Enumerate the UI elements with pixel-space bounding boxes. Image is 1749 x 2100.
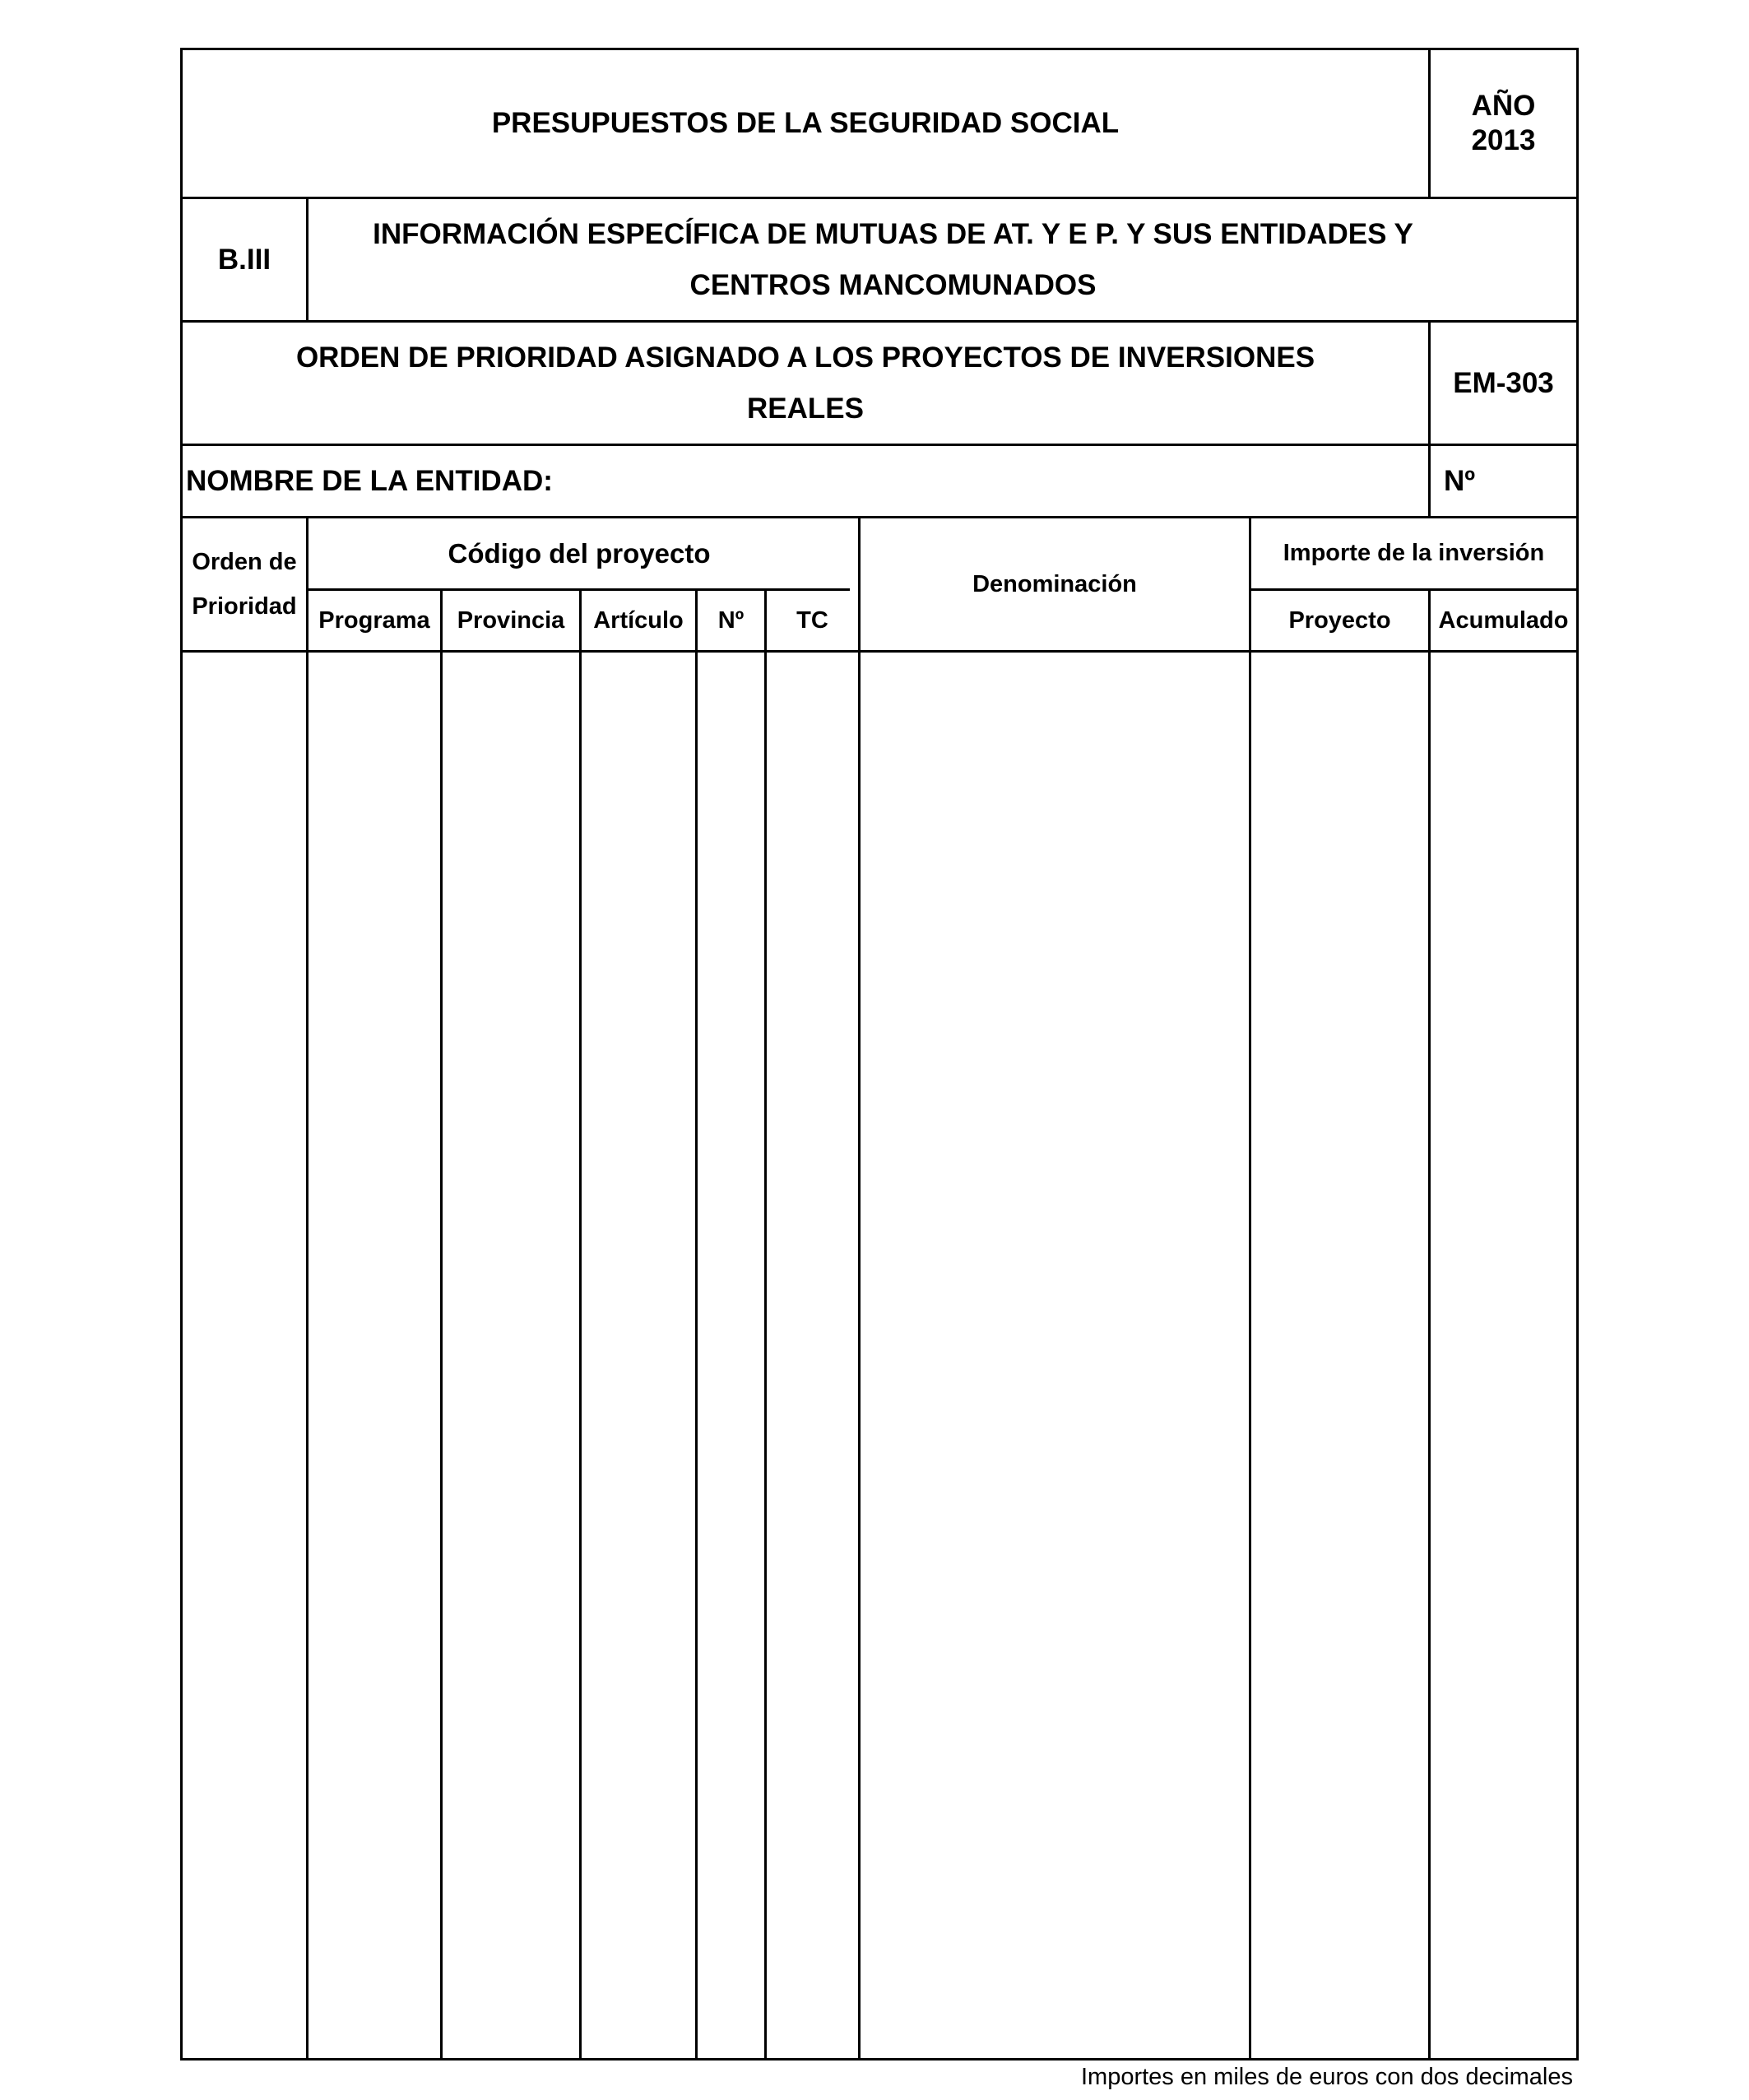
form-title-line1: ORDEN DE PRIORIDAD ASIGNADO A LOS PROYECTOS DE INVERSIONES (295, 341, 1315, 374)
section-title (309, 199, 1576, 320)
amount-header: Importe de la inversión (1283, 540, 1545, 566)
entity-number-label: Nº (1444, 464, 1476, 497)
col-articulo: Artículo (593, 606, 684, 634)
table-body[interactable] (183, 653, 1576, 2058)
footer-note: Importes en miles de euros con dos decimales (1080, 2064, 1573, 2090)
section-title-line2: CENTROS MANCOMUNADOS (689, 268, 1097, 301)
budget-form (180, 48, 1579, 2061)
priority-header-line2: Prioridad (192, 593, 297, 620)
form-title-line2: REALES (747, 392, 864, 425)
col-tc: TC (796, 606, 828, 634)
form-title (183, 323, 1428, 444)
document-title-text: PRESUPUESTOS DE LA SEGURIDAD SOCIAL (491, 107, 1120, 139)
year-box (1431, 50, 1576, 197)
col-programa: Programa (318, 606, 430, 634)
year-label: AÑO (1471, 90, 1536, 122)
col-provincia: Provincia (457, 606, 565, 634)
form-code: EM-303 (1453, 366, 1554, 399)
project-code-header: Código del proyecto (448, 537, 711, 569)
entity-name-label: NOMBRE DE LA ENTIDAD: (186, 464, 553, 497)
section-title-line1: INFORMACIÓN ESPECÍFICA DE MUTUAS DE AT. Y E P. Y SUS ENTIDADES Y (373, 217, 1413, 250)
priority-header-line1: Orden de (192, 549, 297, 575)
priority-header (183, 518, 306, 650)
col-denominacion: Denominación (972, 570, 1137, 597)
col-proyecto: Proyecto (1288, 606, 1391, 634)
section-code: B.III (217, 243, 271, 276)
year-value: 2013 (1471, 124, 1536, 156)
col-acumulado: Acumulado (1438, 606, 1569, 634)
col-numero: Nº (717, 606, 745, 634)
document-title (183, 50, 1428, 197)
